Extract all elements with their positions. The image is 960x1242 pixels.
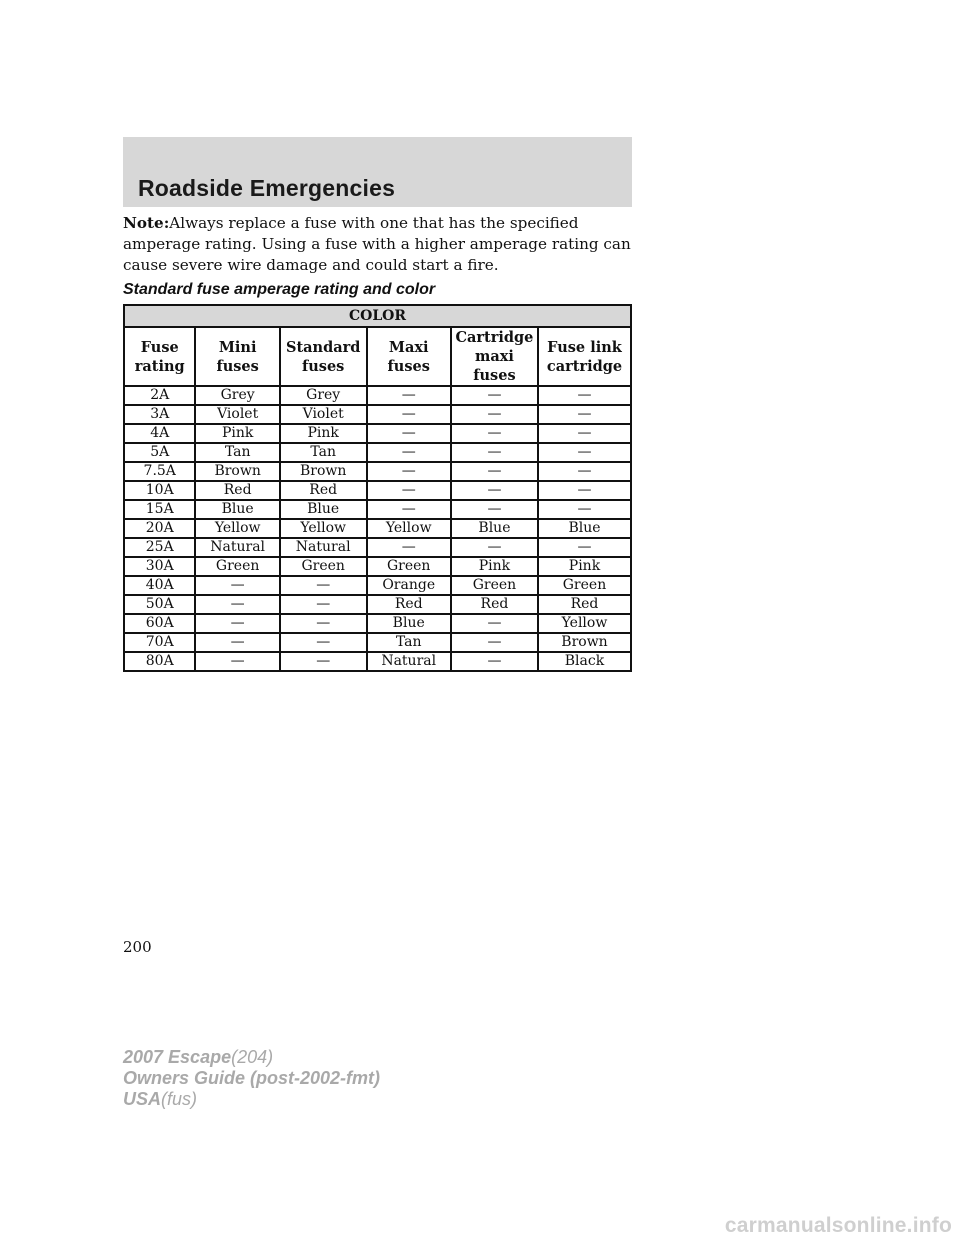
table-cell: —: [367, 462, 451, 481]
table-cell: Grey: [195, 386, 279, 405]
footer-model-code: (204): [231, 1047, 274, 1067]
table-row: [124, 405, 631, 424]
footer-guide: Owners Guide (post-2002-fmt): [123, 1068, 381, 1088]
table-row: [124, 500, 631, 519]
table-cell: 2A: [124, 386, 195, 405]
table-cell: Green: [195, 557, 279, 576]
table-cell: —: [451, 652, 538, 671]
column-header-line: maxi: [475, 348, 514, 365]
table-cell: Tan: [280, 443, 367, 462]
table-cell: 70A: [124, 633, 195, 652]
table-row: [124, 443, 631, 462]
table-cell: —: [367, 481, 451, 500]
table-row: [124, 595, 631, 614]
note-label: Note:: [123, 214, 170, 232]
column-header-line: fuses: [387, 357, 430, 375]
table-cell: Red: [451, 595, 538, 614]
table-cell: Yellow: [538, 614, 631, 633]
table-cell: Blue: [280, 500, 367, 519]
column-header: [124, 327, 195, 386]
table-cell: —: [195, 633, 279, 652]
table-cell: Grey: [280, 386, 367, 405]
table-cell: —: [280, 633, 367, 652]
column-header-line: fuses: [216, 357, 259, 375]
column-header: [451, 327, 538, 386]
table-cell: —: [451, 500, 538, 519]
table-cell: —: [367, 500, 451, 519]
table-cell: —: [538, 386, 631, 405]
column-header-line: fuses: [473, 367, 516, 384]
table-cell: Natural: [280, 538, 367, 557]
table-cell: —: [367, 424, 451, 443]
table-cell: —: [451, 633, 538, 652]
table-cell: Natural: [367, 652, 451, 671]
table-cell: Tan: [367, 633, 451, 652]
fuse-table: [123, 304, 632, 672]
table-cell: Blue: [367, 614, 451, 633]
section-title: Roadside Emergencies: [138, 175, 396, 201]
table-row: [124, 424, 631, 443]
table-cell: —: [195, 576, 279, 595]
page-number: 200: [123, 938, 152, 956]
table-cell: Blue: [195, 500, 279, 519]
table-cell: 25A: [124, 538, 195, 557]
table-cell: —: [538, 481, 631, 500]
table-cell: —: [538, 443, 631, 462]
table-row: [124, 633, 631, 652]
column-header-line: cartridge: [546, 357, 623, 375]
table-cell: 20A: [124, 519, 195, 538]
table-cell: —: [367, 386, 451, 405]
table-cell: Violet: [280, 405, 367, 424]
column-header-line: Maxi: [388, 338, 429, 356]
column-header: [280, 327, 367, 386]
column-header: [538, 327, 631, 386]
table-title: Standard fuse amperage rating and color: [123, 281, 436, 298]
table-cell: Pink: [538, 557, 631, 576]
table-cell: Pink: [451, 557, 538, 576]
column-header-line: rating: [134, 357, 185, 375]
table-cell: 7.5A: [124, 462, 195, 481]
table-cell: 40A: [124, 576, 195, 595]
column-header-line: Standard: [285, 338, 361, 356]
table-cell: —: [538, 500, 631, 519]
table-row: [124, 576, 631, 595]
table-cell: Brown: [538, 633, 631, 652]
table-cell: —: [280, 614, 367, 633]
column-header-line: Fuse link: [547, 338, 622, 356]
column-header-line: Fuse: [140, 338, 179, 356]
column-header: [367, 327, 451, 386]
table-cell: —: [367, 538, 451, 557]
table-cell: Natural: [195, 538, 279, 557]
table-cell: 30A: [124, 557, 195, 576]
table-cell: Tan: [195, 443, 279, 462]
table-cell: Green: [280, 557, 367, 576]
table-cell: —: [451, 386, 538, 405]
footer-market-code: (fus): [161, 1089, 198, 1109]
table-cell: 10A: [124, 481, 195, 500]
note-text: Always replace a fuse with one that has the specified amperage rating. Using a fuse with a higher amperage rating can cause severe wire damage and could start a fire.: [123, 214, 631, 274]
table-cell: —: [195, 652, 279, 671]
table-cell: Yellow: [280, 519, 367, 538]
table-row: [124, 614, 631, 633]
table-cell: Pink: [280, 424, 367, 443]
table-row: [124, 652, 631, 671]
table-cell: Blue: [451, 519, 538, 538]
table-cell: Yellow: [195, 519, 279, 538]
table-cell: Red: [280, 481, 367, 500]
table-row: [124, 519, 631, 538]
table-cell: Brown: [280, 462, 367, 481]
table-cell: —: [538, 538, 631, 557]
table-cell: —: [195, 614, 279, 633]
table-cell: 50A: [124, 595, 195, 614]
column-header-line: fuses: [302, 357, 345, 375]
table-cell: Green: [367, 557, 451, 576]
table-cell: Yellow: [367, 519, 451, 538]
column-header-line: Cartridge: [455, 329, 534, 346]
footer-market: USA: [123, 1089, 162, 1109]
table-cell: Green: [538, 576, 631, 595]
footer-model: 2007 Escape: [123, 1047, 232, 1067]
note-paragraph: [123, 213, 635, 276]
table-cell: —: [538, 424, 631, 443]
table-cell: 4A: [124, 424, 195, 443]
table-cell: —: [451, 424, 538, 443]
table-row: [124, 538, 631, 557]
table-cell: 15A: [124, 500, 195, 519]
table-cell: —: [451, 462, 538, 481]
table-cell: —: [280, 652, 367, 671]
table-cell: Orange: [367, 576, 451, 595]
table-cell: Green: [451, 576, 538, 595]
table-cell: —: [451, 481, 538, 500]
table-cell: Violet: [195, 405, 279, 424]
table-cell: Pink: [195, 424, 279, 443]
table-row: [124, 557, 631, 576]
table-cell: —: [367, 443, 451, 462]
table-cell: Red: [195, 481, 279, 500]
table-cell: Black: [538, 652, 631, 671]
table-cell: —: [195, 595, 279, 614]
column-header: [195, 327, 279, 386]
table-row: [124, 386, 631, 405]
table-cell: —: [451, 538, 538, 557]
table-cell: —: [280, 595, 367, 614]
table-cell: —: [451, 405, 538, 424]
table-cell: 80A: [124, 652, 195, 671]
table-cell: —: [451, 614, 538, 633]
table-row: [124, 462, 631, 481]
table-cell: —: [451, 443, 538, 462]
table-cell: Red: [367, 595, 451, 614]
footer-publication-info: [123, 1047, 380, 1110]
table-cell: Blue: [538, 519, 631, 538]
table-cell: —: [367, 405, 451, 424]
table-cell: —: [538, 405, 631, 424]
table-cell: Red: [538, 595, 631, 614]
column-header-line: Mini: [218, 338, 257, 356]
table-cell: 3A: [124, 405, 195, 424]
color-group-header: COLOR: [124, 305, 631, 327]
table-cell: 5A: [124, 443, 195, 462]
table-row: [124, 481, 631, 500]
table-cell: —: [280, 576, 367, 595]
watermark: carmanualsonline.info: [724, 1214, 952, 1237]
table-cell: 60A: [124, 614, 195, 633]
table-cell: Brown: [195, 462, 279, 481]
table-cell: —: [538, 462, 631, 481]
